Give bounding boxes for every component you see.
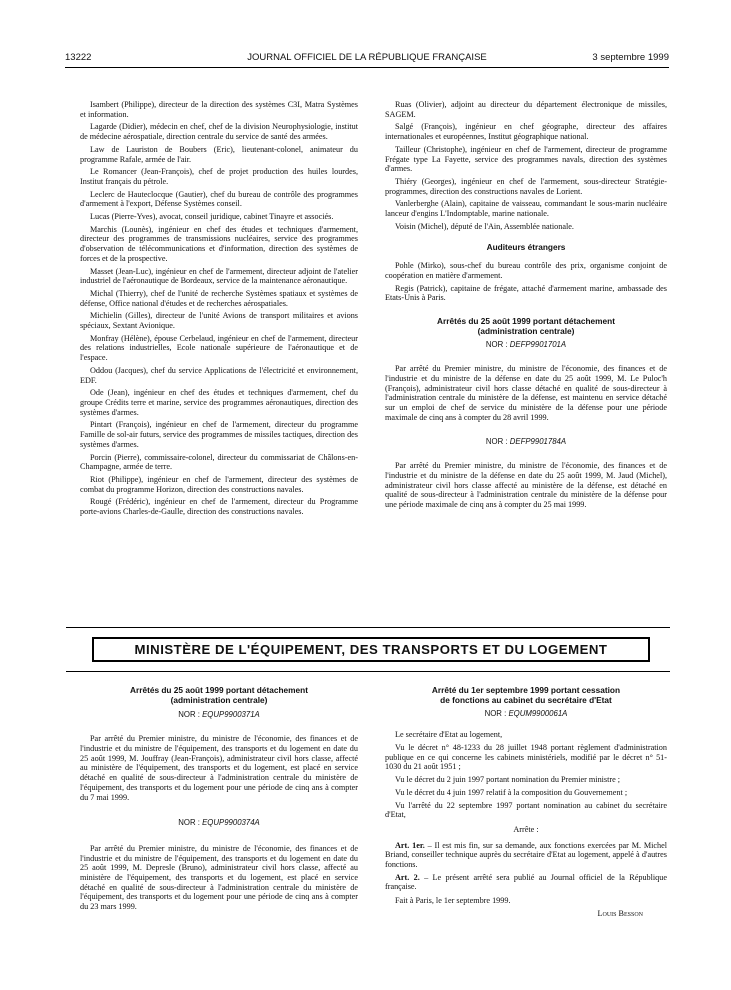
list-item: Isambert (Philippe), directeur de la direction des systèmes C3I, Matra Systèmes et information.	[80, 100, 358, 119]
decree-paragraph: Par arrêté du Premier ministre, du ministre de l'économie, des finances et de l'industrie et du ministre de l'équipement, des transports et du logement en date du 25 août 1999, M. Jouffray (Jean-François), administrateur civil hors classe, affecté au ministère de l'équipement, des transports et du logement, est placé en service détaché en qualité de sous-directeur à l'administration centrale du ministère de l'équipement, des transports et du logement pour une période de cinq ans à compter du 7 mai 1999.	[80, 734, 358, 802]
list-item: Salgé (François), ingénieur en chef géographe, directeur des affaires internationales et européennes, Institut géographique national.	[385, 122, 667, 142]
page-header	[65, 52, 669, 66]
fait-a-paris: Fait à Paris, le 1er septembre 1999.	[395, 896, 511, 906]
journal-title: JOURNAL OFFICIEL DE LA RÉPUBLIQUE FRANÇAISE	[247, 52, 487, 63]
article-2: Art. 2. – Le présent arrêté sera publié au Journal officiel de la République française.	[385, 872, 668, 892]
decree-visa: Vu l'arrêté du 22 septembre 1997 portant nomination au cabinet du secrétaire d'Etat,	[385, 800, 667, 820]
list-item: Lucas (Pierre-Yves), avocat, conseil juridique, cabinet Tinayre et associés.	[90, 212, 334, 222]
nor-reference: NOR : DEFP9901784A	[485, 436, 567, 446]
list-item: Regis (Patrick), capitaine de frégate, attaché d'armement marine, ambassade des Etats-Unis à Paris.	[385, 283, 667, 303]
list-item: Tailleur (Christophe), ingénieur en chef de l'armement, directeur de programme Frégate type La Fayette, service des programmes navals, direction des systèmes d'armes.	[385, 144, 667, 174]
nor-reference: NOR : EQUP9900371A	[178, 709, 260, 719]
section-title: Arrêté du 1er septembre 1999 portant cessation de fonctions au cabinet du secrétaire d'Etat	[431, 685, 621, 705]
list-item: Marchis (Lounès), ingénieur en chef des études et techniques d'armement, directeur des programmes de transmissions nucléaires, service des programmes d'observation de télécommunications et d'information, direction des systèmes de forces et de la prospective.	[80, 224, 358, 263]
list-item: Thiéry (Georges), ingénieur en chef de l'armement, sous-directeur Stratégie-programmes, direction des constructions navales de Lorient.	[385, 176, 667, 196]
arrete-label: Arrête :	[513, 824, 539, 834]
bottom-right-column	[385, 686, 667, 919]
separator-line	[66, 627, 670, 628]
list-item: Michal (Thierry), chef de l'unité de recherche Systèmes spatiaux et systèmes de défense, Office national d'études et de recherches aérospatiales.	[80, 288, 358, 308]
list-item: Monfray (Hélène), épouse Cerbelaud, ingénieur en chef de l'armement, directeur des relations industrielles, Ecole nationale supérieure de l'aéronautique et de l'espace.	[80, 333, 358, 363]
ministry-banner: MINISTÈRE DE L'ÉQUIPEMENT, DES TRANSPORTS ET DU LOGEMENT	[92, 637, 650, 662]
article-1: Art. 1er. – Il est mis fin, sur sa demande, aux fonctions exercées par M. Michel Briand, conseiller technique auprès du secrétaire d'Etat au logement, appelé à d'autres fonctions.	[385, 840, 668, 870]
list-item: Voisin (Michel), député de l'Ain, Assemblée nationale.	[395, 221, 574, 231]
list-item: Riot (Philippe), ingénieur en chef de l'armement, directeur des systèmes de combat du programme Horizon, direction des constructions navales.	[80, 474, 358, 494]
decree-paragraph: Par arrêté du Premier ministre, du ministre de l'économie, des finances et de l'industrie et du ministre de la défense en date du 25 août 1999, M. Le Puloc'h (François), administrateur civil hors classe détaché en qualité de sous-directeur à l'administration centrale du ministère de la défense, est maintenu en service détaché sur un emploi de chef de service du ministère de la défense pour une période maximale de cinq ans à compter du 28 avril 1999.	[385, 364, 667, 422]
list-item: Vanlerberghe (Alain), capitaine de vaisseau, commandant le sous-marin nucléaire lanceur d'engins L'Indomptable, marine nationale.	[385, 199, 667, 219]
list-item: Masset (Jean-Luc), ingénieur en chef de l'armement, directeur adjoint de l'atelier industriel de l'aéronautique de Bordeaux, service de la maintenance aéronautique.	[80, 266, 358, 286]
decree-intro: Le secrétaire d'Etat au logement,	[395, 730, 503, 740]
section-title: Arrêtés du 25 août 1999 portant détachement (administration centrale)	[130, 685, 308, 705]
list-item: Le Romancer (Jean-François), chef de projet production des huiles lourdes, Institut français du pétrole.	[80, 167, 358, 186]
list-item: Ruas (Olivier), adjoint au directeur du département électronique de missiles, SAGEM.	[385, 100, 667, 119]
signature: Louis Besson	[597, 908, 643, 918]
list-item: Michielin (Gilles), directeur de l'unité Avions de transport militaires et avions spéciaux, Sextant Avionique.	[80, 311, 358, 331]
list-item: Rougé (Frédéric), ingénieur en chef de l'armement, directeur du Programme porte-avions Charles-de-Gaulle, direction des constructions navales.	[80, 497, 358, 517]
decree-visa: Vu le décret du 4 juin 1997 relatif à la composition du Gouvernement ;	[395, 787, 628, 797]
decree-visa: Vu le décret n° 48-1233 du 28 juillet 1948 portant règlement d'administration publique en ce qui concerne les cabinets ministériels, modifié par le décret n° 51-1030 du 21 août 1951 ;	[385, 743, 667, 772]
decree-paragraph: Par arrêté du Premier ministre, du ministre de l'économie, des finances et de l'industrie et du ministre de l'équipement, des transports et du logement en date du 25 août 1999, M. Depresle (Bruno), administrateur civil hors classe, affecté au ministère de l'équipement, des transports et du logement, est placé en service détaché en qualité de sous-directeur à l'administration centrale du ministère de l'équipement, des transports et du logement pour une période de cinq ans à compter du 23 mars 1999.	[80, 843, 358, 912]
list-item: Porcin (Pierre), commissaire-colonel, directeur du commissariat de Châlons-en-Champagne, armée de terre.	[80, 452, 358, 472]
section-title: Arrêtés du 25 août 1999 portant détachement (administration centrale)	[437, 316, 615, 336]
top-right-column	[385, 100, 667, 513]
bottom-left-column	[80, 686, 358, 915]
list-item: Leclerc de Hauteclocque (Gautier), chef du bureau de contrôle des programmes d'armement à l'export, Défense Systèmes conseil.	[80, 189, 358, 209]
nor-reference: NOR : DEFP9901701A	[485, 339, 567, 349]
nor-reference: NOR : EQUP9900374A	[178, 818, 260, 828]
top-left-column	[80, 100, 358, 520]
issue-date: 3 septembre 1999	[592, 52, 669, 63]
separator-line	[66, 671, 670, 672]
auditeurs-heading: Auditeurs étrangers	[486, 242, 566, 253]
list-item: Law de Lauriston de Boubers (Eric), lieutenant-colonel, animateur du programme Rafale, armée de l'air.	[80, 144, 358, 164]
decree-paragraph: Par arrêté du Premier ministre, du ministre de l'économie, des finances et de l'industrie et du ministre de la défense en date du 25 août 1999, M. Jaud (Michel), administrateur civil hors classe affecté au ministère de la défense, est détaché en qualité de sous-directeur à l'administration centrale du ministère de la défense pour une période maximale de cinq ans à compter du 25 mai 1999.	[385, 461, 667, 510]
list-item: Pohle (Mirko), sous-chef du bureau contrôle des prix, organisme conjoint de coopération en matière d'armement.	[385, 261, 667, 280]
list-item: Lagarde (Didier), médecin en chef, chef de la division Neurophysiologie, institut de médecine aérospatiale, direction centrale du service de santé des armées.	[80, 122, 358, 142]
header-rule	[65, 67, 669, 68]
nor-reference: NOR : EQUM9900061A	[484, 708, 568, 718]
page-number: 13222	[65, 52, 92, 63]
decree-visa: Vu le décret du 2 juin 1997 portant nomination du Premier ministre ;	[395, 775, 621, 785]
list-item: Ode (Jean), ingénieur en chef des études et techniques d'armement, chef du groupe Crédits terre et marine, service des programmes aéronautiques, direction des systèmes d'armes.	[80, 388, 358, 417]
list-item: Oddou (Jacques), chef du service Applications de l'électricité et environnement, EDF.	[80, 365, 358, 385]
list-item: Pintart (François), ingénieur en chef de l'armement, directeur du programme Famille de sol-air futurs, service des programmes de missiles tactiques, direction des systèmes d'armes.	[80, 420, 358, 449]
defense-section	[385, 317, 667, 510]
